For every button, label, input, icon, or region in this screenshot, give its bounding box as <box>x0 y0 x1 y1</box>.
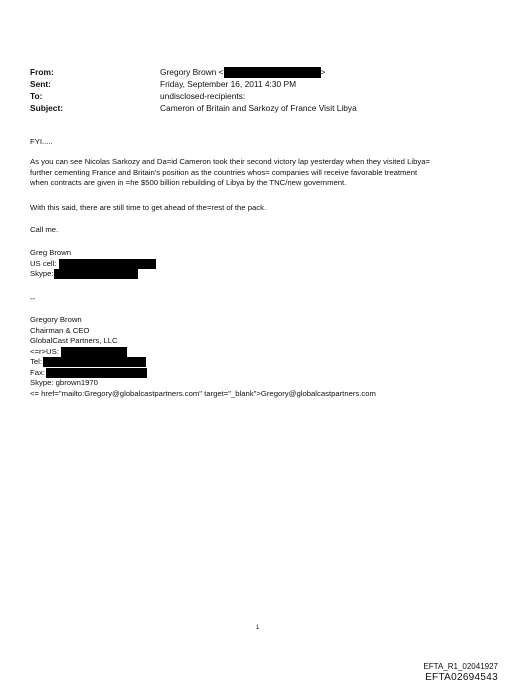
sent-label: Sent: <box>30 79 51 89</box>
page-number: 1 <box>256 625 260 631</box>
email-header <box>30 66 357 114</box>
redaction-block <box>54 269 138 279</box>
greeting: FYI..... <box>30 137 53 146</box>
email-link-line[interactable]: <= href="mailto:Gregory@globalcastpartners.com" target="_blank">Gregory@globalcastpartners.com <box>30 388 376 398</box>
subject-label: Subject: <box>30 103 64 113</box>
from-label: From: <box>30 67 54 77</box>
to-row <box>30 90 357 102</box>
from-tail: > <box>320 67 326 77</box>
skype2-line: Skype: gbrown1970 <box>30 378 98 387</box>
from-value <box>160 66 325 78</box>
redaction-block <box>59 259 156 269</box>
redaction-block <box>61 347 127 357</box>
subject-value: Cameron of Britain and Sarkozy of France Visit Libya <box>160 103 357 113</box>
signature-short <box>30 248 156 280</box>
sent-row <box>30 78 357 90</box>
skype-label: Skype: <box>30 269 54 279</box>
fax-line <box>30 368 376 379</box>
paragraph-1-line-2: further cementing France and Britain's position as the countries whos= companies will receive favorable treatment <box>30 167 418 177</box>
tel-line <box>30 357 376 368</box>
signature-full <box>30 315 376 399</box>
signature-separator: -- <box>30 294 36 303</box>
call-me: Call me. <box>30 225 59 234</box>
to-label: To: <box>30 91 43 101</box>
sig2-title: Chairman & CEO <box>30 325 90 335</box>
from-name: Gregory Brown < <box>160 67 224 77</box>
skype-line <box>30 269 156 280</box>
paragraph-1 <box>30 157 430 189</box>
subject-row <box>30 102 357 114</box>
redaction-block <box>46 368 147 378</box>
sig-name: Greg Brown <box>30 248 72 257</box>
from-row <box>30 66 357 78</box>
bates-number-2: EFTA02694543 <box>425 672 498 683</box>
redaction-block <box>43 357 146 367</box>
paragraph-2: With this said, there are still time to get ahead of the=rest of the pack. <box>30 203 267 212</box>
fax-label: Fax: <box>30 367 45 377</box>
sig2-name: Gregory Brown <box>30 315 82 324</box>
us-cell-label: US cell: <box>30 258 57 268</box>
tel-label: Tel: <box>30 357 42 367</box>
sent-value: Friday, September 16, 2011 4:30 PM <box>160 79 297 89</box>
sig2-company: GlobalCast Partners, LLC <box>30 336 118 345</box>
paragraph-1-line-3: when contracts are given in =he $500 billion rebuilding of Libya by the TNC/new government. <box>30 178 347 187</box>
bates-number-1: EFTA_R1_02041927 <box>423 662 498 671</box>
to-value: undisclosed-recipients: <box>160 91 246 101</box>
paragraph-1-line-1: As you can see Nicolas Sarkozy and Da=id Cameron took their second victory lap yesterday when they visited Libya= <box>30 157 430 166</box>
redaction-block <box>224 67 321 78</box>
us-cell-line <box>30 259 156 270</box>
us-line <box>30 347 376 358</box>
us-label: <=r>US: <box>30 346 59 356</box>
